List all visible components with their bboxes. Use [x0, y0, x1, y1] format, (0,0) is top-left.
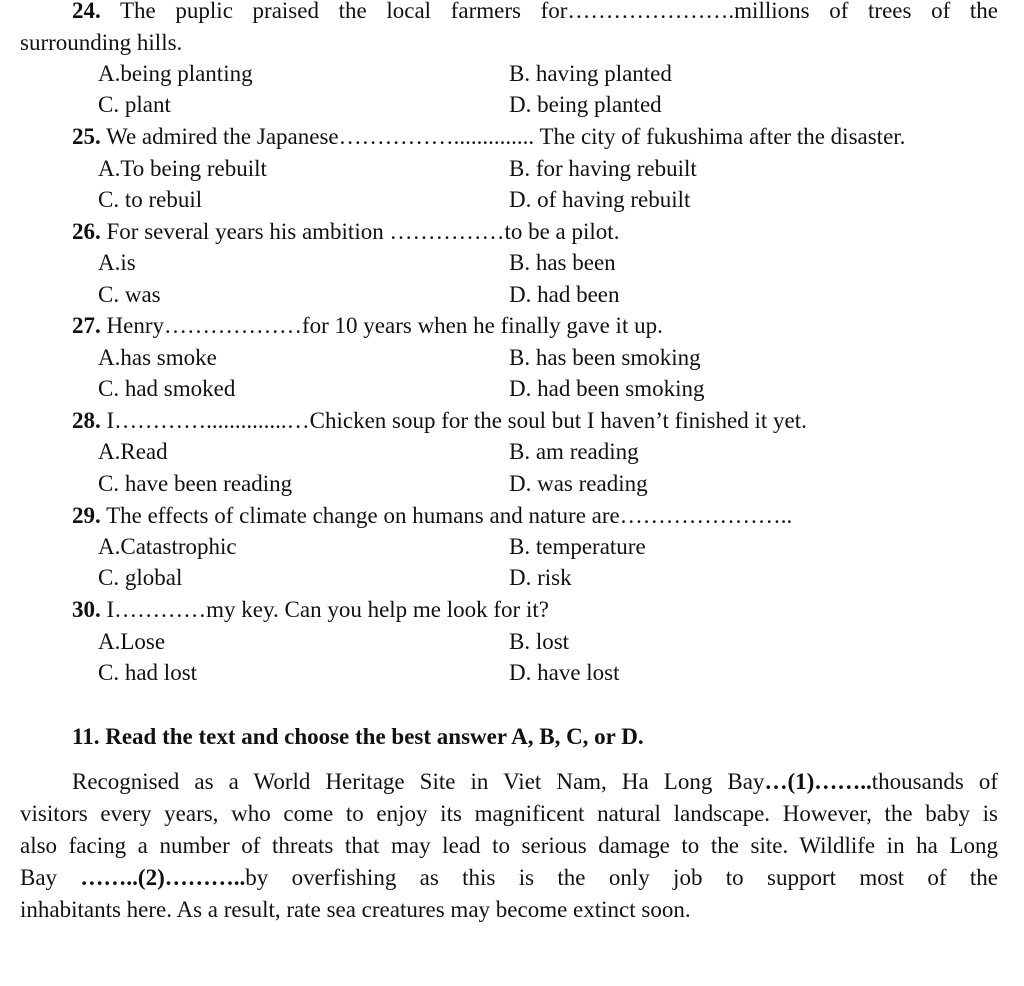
question-26-stem [72, 218, 619, 246]
question-text: The effects of climate change on humans and nature are………………….. [106, 503, 793, 528]
question-24-option-c[interactable]: C. plant [98, 92, 171, 117]
passage-line-5: inhabitants here. As a result, rate sea creatures may become extinct soon. [20, 897, 691, 922]
question-24-stem-continued: surrounding hills. [20, 30, 183, 55]
question-28-stem [72, 407, 807, 435]
question-27-option-c[interactable]: C. had smoked [98, 376, 236, 401]
question-24-option-b[interactable]: B. having planted [509, 61, 672, 86]
passage-text: thousands of [871, 769, 998, 794]
question-number: 27. [72, 313, 101, 338]
question-26-option-d[interactable]: D. had been [509, 282, 620, 307]
question-29-option-d[interactable]: D. risk [509, 565, 572, 590]
question-25-option-c[interactable]: C. to rebuil [98, 187, 203, 212]
passage-line-3: also facing a number of threats that may lead to serious damage to the site. Wildlife in ha Long [20, 833, 998, 858]
passage-text: by overfishing as this is the only job to support most of the [245, 865, 999, 890]
question-28-option-a[interactable]: A.Read [98, 439, 168, 464]
blank-2[interactable]: ……..(2)……….. [80, 865, 246, 890]
question-24-stem [20, 0, 998, 25]
question-27-option-d[interactable]: D. had been smoking [509, 376, 705, 401]
question-25-option-a[interactable]: A.To being rebuilt [98, 156, 267, 181]
question-30-option-c[interactable]: C. had lost [98, 660, 198, 685]
question-30-stem [72, 596, 549, 624]
question-text: I…………my key. Can you help me look for it? [106, 597, 549, 622]
passage-text: Recognised as a World Heritage Site in Viet Nam, Ha Long Bay [72, 769, 765, 794]
question-25-stem [72, 123, 905, 151]
question-27-stem [72, 312, 663, 340]
question-text: We admired the Japanese…………….............. The city of fukushima after the disaster. [106, 124, 906, 149]
question-29-option-a[interactable]: A.Catastrophic [98, 534, 237, 559]
question-28-option-c[interactable]: C. have been reading [98, 471, 293, 496]
question-24-option-a[interactable]: A.being planting [98, 61, 253, 86]
question-24-option-d[interactable]: D. being planted [509, 92, 662, 117]
question-27-option-b[interactable]: B. has been smoking [509, 345, 701, 370]
question-number: 29. [72, 503, 101, 528]
question-29-stem [72, 502, 792, 530]
question-number: 25. [72, 124, 101, 149]
blank-1[interactable]: …(1)…….. [764, 769, 872, 794]
question-30-option-b[interactable]: B. lost [509, 629, 570, 654]
question-26-option-a[interactable]: A.is [98, 250, 136, 275]
question-text: Henry………………for 10 years when he finally gave it up. [106, 313, 663, 338]
question-number: 24. [72, 0, 101, 23]
question-29-option-c[interactable]: C. global [98, 565, 183, 590]
passage-line-2: visitors every years, who come to enjoy its magnificent natural landscape. However, the baby is [20, 801, 998, 826]
question-text: The puplic praised the local farmers for………………….millions of trees of the [120, 0, 999, 23]
question-26-option-c[interactable]: C. was [98, 282, 161, 307]
question-29-option-b[interactable]: B. temperature [509, 534, 646, 559]
question-30-option-d[interactable]: D. have lost [509, 660, 620, 685]
question-text: I…………..............…Chicken soup for the soul but I haven’t finished it yet. [106, 408, 807, 433]
question-number: 30. [72, 597, 101, 622]
question-number: 26. [72, 219, 101, 244]
question-26-option-b[interactable]: B. has been [509, 250, 616, 275]
question-27-option-a[interactable]: A.has smoke [98, 345, 217, 370]
question-text: For several years his ambition ……………to be a pilot. [106, 219, 620, 244]
passage-line-4 [20, 864, 998, 892]
section-heading: 11. Read the text and choose the best answer A, B, C, or D. [72, 724, 644, 749]
question-30-option-a[interactable]: A.Lose [98, 629, 166, 654]
question-number: 28. [72, 408, 101, 433]
passage-text: Bay [20, 865, 58, 890]
question-25-option-d[interactable]: D. of having rebuilt [509, 187, 691, 212]
question-28-option-d[interactable]: D. was reading [509, 471, 648, 496]
question-25-option-b[interactable]: B. for having rebuilt [509, 156, 697, 181]
question-28-option-b[interactable]: B. am reading [509, 439, 639, 464]
passage-line-1 [72, 768, 998, 796]
